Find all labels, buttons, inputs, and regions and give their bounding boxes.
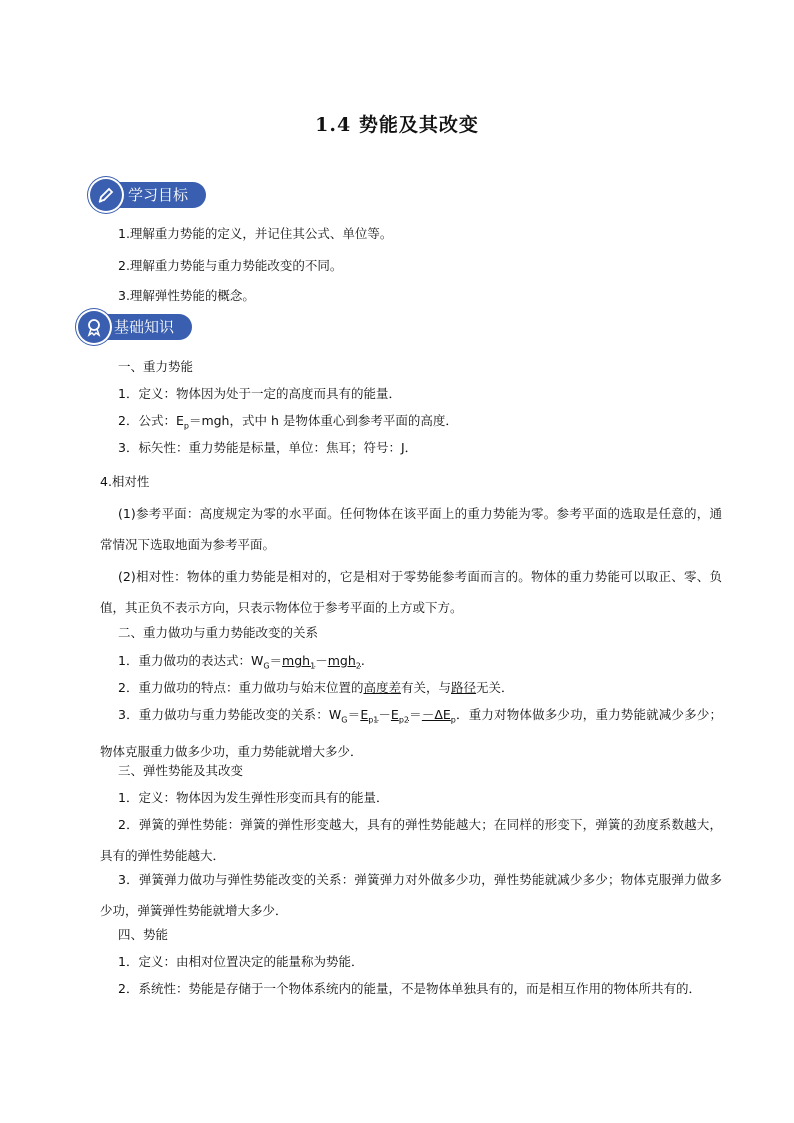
section-1-line-2: 2．公式：$E_p=mgh$，式中 h 是物体重心到参考平面的高度． xyxy=(118,413,458,431)
objective-3: 3.理解弹性势能的概念。 xyxy=(118,288,255,303)
basics-badge xyxy=(78,312,192,342)
section-1-line-4: 4.相对性 xyxy=(100,474,150,489)
section-2-line-1: 1．重力做功的表达式：$W_G=mgh_1-mgh_2$. xyxy=(118,653,365,671)
objectives-badge xyxy=(90,180,206,210)
objectives-badge-label: 学习目标 xyxy=(112,182,206,208)
page-title: 1.4 势能及其改变 xyxy=(315,114,479,136)
section-3-paragraph-2: 2．弹簧的弹性势能：弹簧的弹性形变越大，具有的弹性势能越大；在同样的形变下，弹簧的劲度系数越大，具有的弹性势能越大． xyxy=(100,817,722,863)
award-ribbon-icon xyxy=(78,311,110,343)
objective-2: 2.理解重力势能与重力势能改变的不同。 xyxy=(118,258,343,273)
section-3-paragraph-3: 3．弹簧弹力做功与弹性势能改变的关系：弹簧弹力对外做多少功，弹性势能就减少多少；物体克服弹力做多少功，弹簧弹性势能就增大多少． xyxy=(100,872,722,918)
section-2-line-2: 2．重力做功的特点：重力做功与始末位置的高度差有关，与路径无关． xyxy=(118,680,514,695)
section-1-line-3: 3．标矢性：重力势能是标量，单位：焦耳；符号：J． xyxy=(118,440,418,455)
section-2-heading: 二、重力做功与重力势能改变的关系 xyxy=(118,625,319,640)
pencil-icon xyxy=(90,179,122,211)
section-1-line-1: 1．定义：物体因为处于一定的高度而具有的能量． xyxy=(118,386,401,401)
section-4-paragraph-2: 2．系统性：势能是存储于一个物体系统内的能量，不是物体单独具有的，而是相互作用的物体所共有的． xyxy=(118,981,701,996)
section-2-paragraph-3: 3．重力做功与重力势能改变的关系：$W_G=E_{p1}-E_{p2}=-\Delta E_p$．重力对物体做多少功，重力势能就减少多少；物体克服重力做多少功，重力势能就增大多少． xyxy=(100,707,722,759)
section-1-heading: 一、重力势能 xyxy=(118,359,194,374)
objective-1: 1.理解重力势能的定义，并记住其公式、单位等。 xyxy=(118,226,393,241)
section-4-line-1: 1．定义：由相对位置决定的能量称为势能． xyxy=(118,954,364,969)
section-4-heading: 四、势能 xyxy=(118,927,169,942)
section-3-heading: 三、弹性势能及其改变 xyxy=(118,763,244,778)
section-1-paragraph-1: (1)参考平面：高度规定为零的水平面。任何物体在该平面上的重力势能为零。参考平面的选取是任意的，通常情况下选取地面为参考平面。 xyxy=(100,506,722,552)
section-3-line-1: 1．定义：物体因为发生弹性形变而具有的能量． xyxy=(118,790,389,805)
section-1-paragraph-2: (2)相对性：物体的重力势能是相对的，它是相对于零势能参考面而言的。物体的重力势能可以取正、零、负值，其正负不表示方向，只表示物体位于参考平面的上方或下方。 xyxy=(100,569,722,615)
basics-badge-label: 基础知识 xyxy=(100,314,192,340)
